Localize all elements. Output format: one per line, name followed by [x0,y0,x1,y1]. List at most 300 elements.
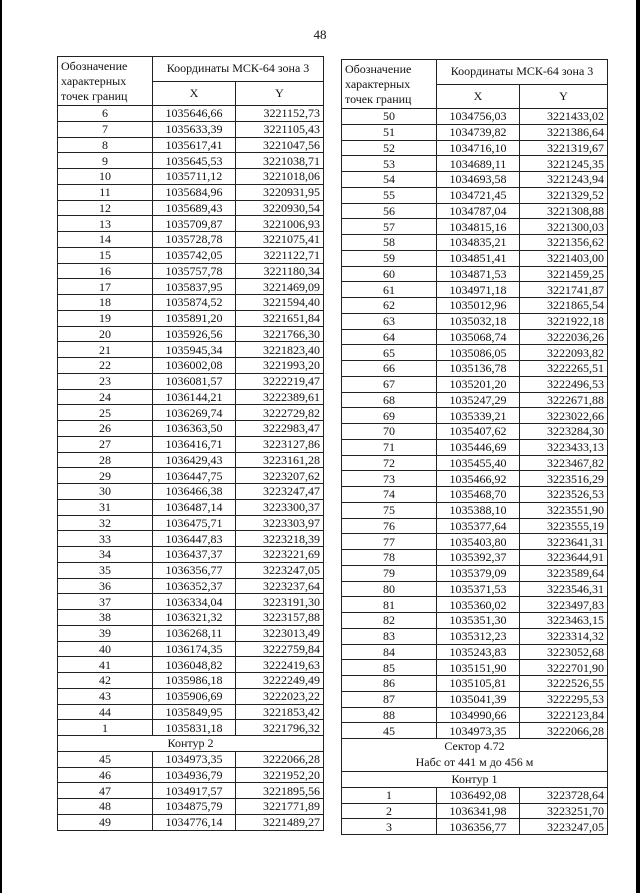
point-number: 27 [58,436,153,452]
table-row [342,298,608,314]
table-row [58,547,324,563]
x-value: 1035339,21 [437,408,520,424]
x-value: 1034973,35 [153,751,236,767]
y-value: 3223644,91 [520,550,608,566]
table-row [58,421,324,437]
x-value: 1036363,50 [153,421,236,437]
table-row [342,235,608,251]
x-value: 1035403,80 [437,534,520,550]
point-number: 73 [342,471,437,487]
y-value: 3223589,64 [520,565,608,581]
y-value: 3222729,82 [236,405,324,421]
table-row [58,562,324,578]
y-header: Y [236,81,324,105]
y-value: 3223497,83 [520,597,608,613]
y-value: 3221741,87 [520,282,608,298]
x-value: 1035032,18 [437,313,520,329]
x-value: 1035151,90 [437,660,520,676]
points-header: Обозначение характерных точек границ [342,60,437,109]
x-value: 1035633,39 [153,121,236,137]
y-value: 3223467,82 [520,455,608,471]
x-value: 1034721,45 [437,187,520,203]
table-row [58,657,324,673]
point-number: 7 [58,121,153,137]
table-row [58,484,324,500]
table-row [58,468,324,484]
x-value: 1036416,71 [153,436,236,452]
y-value: 3223191,30 [236,594,324,610]
table-row [342,124,608,140]
y-value: 3223013,49 [236,625,324,641]
x-value: 1035371,53 [437,581,520,597]
x-value: 1036475,71 [153,515,236,531]
table-row [58,121,324,137]
table-row [58,751,324,767]
x-value: 1035709,87 [153,216,236,232]
table-row [58,184,324,200]
y-value: 3223546,31 [520,581,608,597]
table-row [342,550,608,566]
table-row [342,282,608,298]
contour-label: Контур 2 [58,736,324,752]
point-number: 32 [58,515,153,531]
y-value: 3223237,64 [236,578,324,594]
point-number: 56 [342,203,437,219]
y-value: 3223551,90 [520,502,608,518]
point-number: 44 [58,704,153,720]
point-number: 47 [58,783,153,799]
point-number: 67 [342,376,437,392]
point-number: 31 [58,499,153,515]
table-row [58,688,324,704]
table-row [58,358,324,374]
coordinates-header: Координаты МСК-64 зона 3 [437,60,608,85]
table-row [58,137,324,153]
y-value: 3223022,66 [520,408,608,424]
point-number: 53 [342,156,437,172]
point-number: 18 [58,295,153,311]
table-row [58,373,324,389]
table-row [58,610,324,626]
page-number: 48 [313,27,327,42]
table-row [342,581,608,597]
y-value: 3223127,86 [236,436,324,452]
y-value: 3222295,53 [520,691,608,707]
x-value: 1035711,12 [153,169,236,185]
table-row [342,439,608,455]
sector-height: Набс от 441 м до 456 м [415,755,534,769]
y-value: 3221651,84 [236,310,324,326]
table-row [342,471,608,487]
y-value: 3223284,30 [520,424,608,440]
y-value: 3221245,35 [520,156,608,172]
point-number: 15 [58,247,153,263]
point-number: 10 [58,169,153,185]
x-value: 1034739,82 [437,124,520,140]
point-number: 57 [342,219,437,235]
point-number: 9 [58,153,153,169]
point-number: 64 [342,329,437,345]
x-value: 1036437,37 [153,547,236,563]
table-row [58,263,324,279]
point-number: 20 [58,326,153,342]
table-row [342,534,608,550]
y-value: 3223052,68 [520,644,608,660]
x-value: 1034851,41 [437,250,520,266]
y-value: 3222265,51 [520,361,608,377]
y-value: 3222701,90 [520,660,608,676]
sector-title: Сектор 4.72 [444,739,505,754]
x-value: 1035645,53 [153,153,236,169]
point-number: 54 [342,172,437,188]
table-row [58,310,324,326]
y-value: 3223300,37 [236,499,324,515]
point-number: 66 [342,361,437,377]
table-row [58,515,324,531]
table-row [58,625,324,641]
y-value: 3222419,63 [236,657,324,673]
table-row [342,691,608,707]
point-number: 76 [342,518,437,534]
x-value: 1035926,56 [153,326,236,342]
y-value: 3221329,52 [520,187,608,203]
point-number: 46 [58,767,153,783]
points-header: Обозначение характерных точек границ [58,57,153,106]
y-value: 3220931,95 [236,184,324,200]
y-value: 3221469,09 [236,279,324,295]
x-value: 1035728,78 [153,232,236,248]
y-value: 3221594,40 [236,295,324,311]
x-value: 1036048,82 [153,657,236,673]
table-row [58,452,324,468]
y-value: 3221180,34 [236,263,324,279]
y-value: 3223516,29 [520,471,608,487]
x-value: 1035136,78 [437,361,520,377]
x-value: 1035466,92 [437,471,520,487]
point-number: 26 [58,421,153,437]
point-number: 11 [58,184,153,200]
y-value: 3221122,71 [236,247,324,263]
x-value: 1034875,79 [153,799,236,815]
x-value: 1034973,35 [437,723,520,739]
x-value: 1034716,10 [437,140,520,156]
y-value: 3222526,55 [520,676,608,692]
y-value: 3222249,49 [236,673,324,689]
point-number: 14 [58,232,153,248]
table-row [342,172,608,188]
x-value: 1035906,69 [153,688,236,704]
table-row [58,499,324,515]
point-number: 51 [342,124,437,140]
x-value: 1035891,20 [153,310,236,326]
y-value: 3221853,42 [236,704,324,720]
table-row [342,187,608,203]
table-row [58,641,324,657]
x-value: 1036487,14 [153,499,236,515]
x-value: 1035041,39 [437,691,520,707]
point-number: 28 [58,452,153,468]
table-row [58,106,324,122]
x-value: 1036002,08 [153,358,236,374]
x-value: 1035468,70 [437,487,520,503]
point-number: 42 [58,673,153,689]
table-row [342,707,608,723]
table-row [342,803,608,819]
table-row [342,266,608,282]
point-number: 88 [342,707,437,723]
coordinates-table-right [341,59,608,835]
table-row [58,279,324,295]
point-number: 40 [58,641,153,657]
point-number: 75 [342,502,437,518]
x-value: 1034815,16 [437,219,520,235]
table-row [342,392,608,408]
x-value: 1035684,96 [153,184,236,200]
table-row [58,578,324,594]
x-value: 1035377,64 [437,518,520,534]
y-value: 3221243,94 [520,172,608,188]
point-number: 83 [342,628,437,644]
point-number: 61 [342,282,437,298]
x-value: 1035849,95 [153,704,236,720]
y-value: 3222093,82 [520,345,608,361]
x-value: 1034689,11 [437,156,520,172]
point-number: 45 [58,751,153,767]
point-number: 85 [342,660,437,676]
x-header: X [437,84,520,108]
y-value: 3223251,70 [520,803,608,819]
table-row [58,436,324,452]
y-value: 3223221,69 [236,547,324,563]
x-value: 1036492,08 [437,787,520,803]
table-row [342,361,608,377]
point-number: 82 [342,613,437,629]
y-value: 3222759,84 [236,641,324,657]
table-row [342,313,608,329]
table-row [58,720,324,736]
x-value: 1035105,81 [437,676,520,692]
table-row [58,389,324,405]
x-value: 1035831,18 [153,720,236,736]
point-number: 50 [342,109,437,125]
x-value: 1035360,02 [437,597,520,613]
table-row [342,565,608,581]
x-value: 1035247,29 [437,392,520,408]
x-value: 1036466,38 [153,484,236,500]
point-number: 36 [58,578,153,594]
y-header: Y [520,84,608,108]
x-value: 1036334,04 [153,594,236,610]
y-value: 3223728,64 [520,787,608,803]
x-value: 1035351,30 [437,613,520,629]
x-value: 1035446,69 [437,439,520,455]
y-value: 3223157,88 [236,610,324,626]
x-value: 1034776,14 [153,814,236,830]
point-number: 1 [342,787,437,803]
table-row [58,673,324,689]
table-row [342,156,608,172]
point-number: 74 [342,487,437,503]
x-value: 1035874,52 [153,295,236,311]
y-value: 3221105,43 [236,121,324,137]
table-row [342,660,608,676]
y-value: 3222671,88 [520,392,608,408]
table-row [342,518,608,534]
table-row [342,597,608,613]
y-value: 3223247,05 [520,819,608,835]
y-value: 3221771,89 [236,799,324,815]
x-value: 1035086,05 [437,345,520,361]
x-value: 1035012,96 [437,298,520,314]
y-value: 3221952,20 [236,767,324,783]
y-value: 3223463,15 [520,613,608,629]
x-value: 1036429,43 [153,452,236,468]
point-number: 79 [342,565,437,581]
point-number: 86 [342,676,437,692]
point-number: 43 [58,688,153,704]
y-value: 3223207,62 [236,468,324,484]
x-value: 1034756,03 [437,109,520,125]
point-number: 63 [342,313,437,329]
table-row [342,376,608,392]
y-value: 3223303,97 [236,515,324,531]
y-value: 3222023,22 [236,688,324,704]
table-row [342,787,608,803]
point-number: 59 [342,250,437,266]
table-row [342,109,608,125]
table-row [58,783,324,799]
y-value: 3221152,73 [236,106,324,122]
x-value: 1036269,74 [153,405,236,421]
table-row [342,140,608,156]
point-number: 84 [342,644,437,660]
point-number: 87 [342,691,437,707]
table-row [58,295,324,311]
table-row [58,342,324,358]
x-value: 1035742,05 [153,247,236,263]
table-row [58,200,324,216]
point-number: 45 [342,723,437,739]
table-row [58,594,324,610]
table-row [342,455,608,471]
y-value: 3222389,61 [236,389,324,405]
point-number: 48 [58,799,153,815]
point-number: 13 [58,216,153,232]
point-number: 25 [58,405,153,421]
point-number: 16 [58,263,153,279]
point-number: 12 [58,200,153,216]
x-value: 1035407,62 [437,424,520,440]
y-value: 3221459,25 [520,266,608,282]
x-value: 1035392,37 [437,550,520,566]
point-number: 81 [342,597,437,613]
table-row [58,531,324,547]
table-row [342,219,608,235]
contour-label: Контур 1 [342,772,608,788]
table-row [58,799,324,815]
table-row [342,424,608,440]
point-number: 72 [342,455,437,471]
point-number: 3 [342,819,437,835]
y-value: 3222123,84 [520,707,608,723]
point-number: 30 [58,484,153,500]
table-row [58,153,324,169]
y-value: 3223161,28 [236,452,324,468]
x-value: 1036144,21 [153,389,236,405]
y-value: 3221018,06 [236,169,324,185]
point-number: 23 [58,373,153,389]
y-value: 3221006,93 [236,216,324,232]
x-value: 1035689,43 [153,200,236,216]
x-value: 1035986,18 [153,673,236,689]
table-row [342,203,608,219]
y-value: 3221993,20 [236,358,324,374]
table-row [342,502,608,518]
point-number: 6 [58,106,153,122]
point-number: 21 [58,342,153,358]
table-row [58,216,324,232]
point-number: 68 [342,392,437,408]
y-value: 3221308,88 [520,203,608,219]
point-number: 22 [58,358,153,374]
y-value: 3221038,71 [236,153,324,169]
table-row [58,326,324,342]
point-number: 49 [58,814,153,830]
table-row [342,408,608,424]
x-value: 1035757,78 [153,263,236,279]
table-row [342,250,608,266]
y-value: 3223555,19 [520,518,608,534]
point-number: 52 [342,140,437,156]
table-row [58,767,324,783]
table-row [58,405,324,421]
point-number: 58 [342,235,437,251]
y-value: 3222066,28 [236,751,324,767]
y-value: 3222496,53 [520,376,608,392]
table-row [342,613,608,629]
x-value: 1035455,40 [437,455,520,471]
point-number: 70 [342,424,437,440]
table-row [342,628,608,644]
table-row [342,819,608,835]
y-value: 3223218,39 [236,531,324,547]
sector-label [342,739,608,772]
table-row [342,676,608,692]
point-number: 41 [58,657,153,673]
y-value: 3221075,41 [236,232,324,248]
table-row [342,723,608,739]
y-value: 3221300,03 [520,219,608,235]
y-value: 3221823,40 [236,342,324,358]
coordinates-table-left [57,56,324,831]
x-value: 1036341,98 [437,803,520,819]
y-value: 3223526,53 [520,487,608,503]
y-value: 3221356,62 [520,235,608,251]
x-value: 1035201,20 [437,376,520,392]
y-value: 3223641,31 [520,534,608,550]
point-number: 1 [58,720,153,736]
x-value: 1036174,35 [153,641,236,657]
y-value: 3221386,64 [520,124,608,140]
x-value: 1035388,10 [437,502,520,518]
y-value: 3221047,56 [236,137,324,153]
point-number: 71 [342,439,437,455]
x-value: 1036356,77 [153,562,236,578]
y-value: 3223247,05 [236,562,324,578]
y-value: 3222983,47 [236,421,324,437]
point-number: 65 [342,345,437,361]
point-number: 78 [342,550,437,566]
